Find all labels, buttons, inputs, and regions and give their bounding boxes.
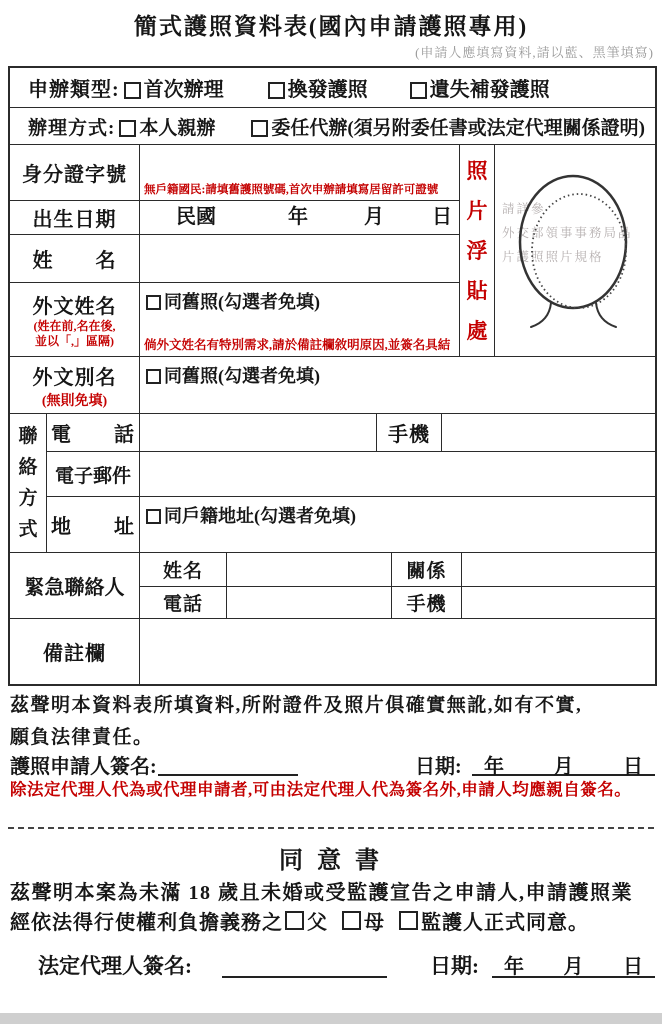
legal-rep-signature-line[interactable] bbox=[222, 950, 387, 978]
checkbox-foreign-name-same-as-old[interactable] bbox=[146, 295, 161, 310]
address-label: 地 址 bbox=[47, 497, 140, 553]
consent-line2: 經依法得行使權利負擔義務之 父 母 監護人正式同意。 bbox=[10, 912, 589, 934]
option-by-proxy: 委任代辦(須另附委任書或法定代理關係證明) bbox=[251, 113, 645, 140]
same-as-household-address-option: 同戶籍地址(勾選者免填) bbox=[146, 502, 356, 528]
foreign-alias-sublabel: (無則免填) bbox=[41, 393, 108, 409]
applicant-signature-line[interactable] bbox=[158, 750, 298, 776]
month-label: 月 bbox=[364, 206, 384, 228]
checkbox-lost-replacement[interactable] bbox=[410, 82, 427, 99]
checkbox-same-as-household-address[interactable] bbox=[146, 509, 161, 524]
birth-date-field[interactable] bbox=[140, 201, 460, 235]
photo-side-label: 照片浮貼處 bbox=[460, 145, 495, 357]
email-field[interactable] bbox=[140, 452, 655, 497]
applicant-date-label: 日期: bbox=[415, 756, 462, 778]
emergency-name-label: 姓名 bbox=[140, 553, 227, 587]
declaration-line1: 茲聲明本資料表所填資料,所附證件及照片俱確實無訛,如有不實, bbox=[10, 695, 583, 716]
legal-rep-signature-label: 法定代理人簽名: bbox=[38, 954, 192, 978]
year-label: 年 bbox=[288, 206, 308, 228]
dashed-divider bbox=[8, 827, 654, 829]
name-label: 姓 名 bbox=[10, 235, 140, 283]
contact-group-label: 聯絡方式 bbox=[10, 414, 47, 553]
emergency-relation-field[interactable] bbox=[462, 553, 655, 587]
photo-watermark: 請詳參 外交部領事事務局晶 片護照照片規格 bbox=[502, 202, 633, 264]
phone-field[interactable] bbox=[140, 414, 377, 452]
apply-type-label: 申辦類型: bbox=[28, 79, 120, 101]
checkbox-by-proxy[interactable] bbox=[251, 120, 268, 137]
form-table bbox=[8, 66, 657, 686]
emergency-phone-label: 電話 bbox=[140, 587, 227, 619]
consent-title: 同 意 書 bbox=[279, 848, 383, 874]
emergency-name-field[interactable] bbox=[227, 553, 392, 587]
checkbox-mother[interactable] bbox=[342, 911, 361, 930]
page-subtitle: (申請人應填寫資料,請以藍、黑筆填寫) bbox=[415, 45, 654, 60]
id-number-red-note: 無戶籍國民:請填舊護照號碼,首次申辦請填寫居留許可證號 bbox=[144, 184, 439, 196]
foreign-name-red-note: 倘外文姓名有特別需求,請於備註欄敘明原因,並簽名具結 bbox=[144, 338, 451, 352]
foreign-alias-label: 外文別名 (無則免填) bbox=[10, 357, 140, 414]
applicant-date-line[interactable]: 年 月 日 bbox=[472, 750, 655, 776]
email-label: 電子郵件 bbox=[47, 452, 140, 497]
id-number-field[interactable] bbox=[140, 145, 460, 201]
head-outline-icon bbox=[495, 145, 655, 357]
era-label: 民國 bbox=[176, 206, 216, 228]
foreign-name-field[interactable] bbox=[140, 283, 460, 357]
emergency-contact-label: 緊急聯絡人 bbox=[10, 553, 140, 619]
foreign-name-label: 外文姓名 (姓在前,名在後, 並以「,」區隔) bbox=[10, 283, 140, 357]
legal-rep-date-label: 日期: bbox=[430, 954, 479, 978]
mobile-field[interactable] bbox=[442, 414, 655, 452]
option-in-person: 本人親辦 bbox=[119, 113, 215, 140]
foreign-alias-same-as-old-option: 同舊照(勾選者免填) bbox=[146, 362, 320, 388]
foreign-name-sublabel: (姓在前,名在後, 並以「,」區隔) bbox=[33, 319, 116, 348]
page-title: 簡式護照資料表(國內申請護照專用) bbox=[133, 14, 529, 39]
birth-date-label: 出生日期 bbox=[10, 201, 140, 235]
remarks-field[interactable] bbox=[140, 619, 655, 684]
emergency-mobile-label: 手機 bbox=[392, 587, 462, 619]
checkbox-first-time[interactable] bbox=[124, 82, 141, 99]
declaration-line2: 願負法律責任。 bbox=[10, 727, 154, 748]
method-row bbox=[10, 108, 655, 145]
consent-line1: 茲聲明本案為未滿 18 歲且未婚或受監護宣告之申請人,申請護照業 bbox=[10, 882, 633, 904]
day-label: 日 bbox=[432, 206, 452, 228]
option-first-time: 首次辦理 bbox=[124, 73, 224, 102]
emergency-relation-label: 關係 bbox=[392, 553, 462, 587]
phone-label: 電 話 bbox=[47, 414, 140, 452]
apply-type-row bbox=[10, 68, 655, 108]
emergency-phone-field[interactable] bbox=[227, 587, 392, 619]
remarks-label: 備註欄 bbox=[10, 619, 140, 684]
id-number-label: 身分證字號 bbox=[10, 145, 140, 201]
applicant-signature-label: 護照申請人簽名: bbox=[10, 756, 157, 778]
checkbox-guardian[interactable] bbox=[399, 911, 418, 930]
legal-rep-date-line[interactable]: 年 月 日 bbox=[492, 950, 655, 978]
checkbox-renewal[interactable] bbox=[268, 82, 285, 99]
foreign-alias-field[interactable] bbox=[140, 357, 655, 414]
checkbox-father[interactable] bbox=[285, 911, 304, 930]
mobile-label: 手機 bbox=[377, 414, 442, 452]
checkbox-in-person[interactable] bbox=[119, 120, 136, 137]
option-lost-replacement: 遺失補發護照 bbox=[410, 73, 550, 102]
foreign-name-same-as-old-option: 同舊照(勾選者免填) bbox=[146, 288, 320, 314]
name-field[interactable] bbox=[140, 235, 460, 283]
scan-edge-strip bbox=[0, 1013, 662, 1024]
option-renewal: 換發護照 bbox=[268, 73, 368, 102]
address-field[interactable] bbox=[140, 497, 655, 553]
photo-paste-area[interactable] bbox=[495, 145, 655, 357]
emergency-mobile-field[interactable] bbox=[462, 587, 655, 619]
method-label: 辦理方式: bbox=[28, 117, 116, 139]
signature-red-note: 除法定代理人代為或代理申請者,可由法定代理人代為簽名外,申請人均應親自簽名。 bbox=[10, 780, 632, 799]
checkbox-foreign-alias-same-as-old[interactable] bbox=[146, 369, 161, 384]
